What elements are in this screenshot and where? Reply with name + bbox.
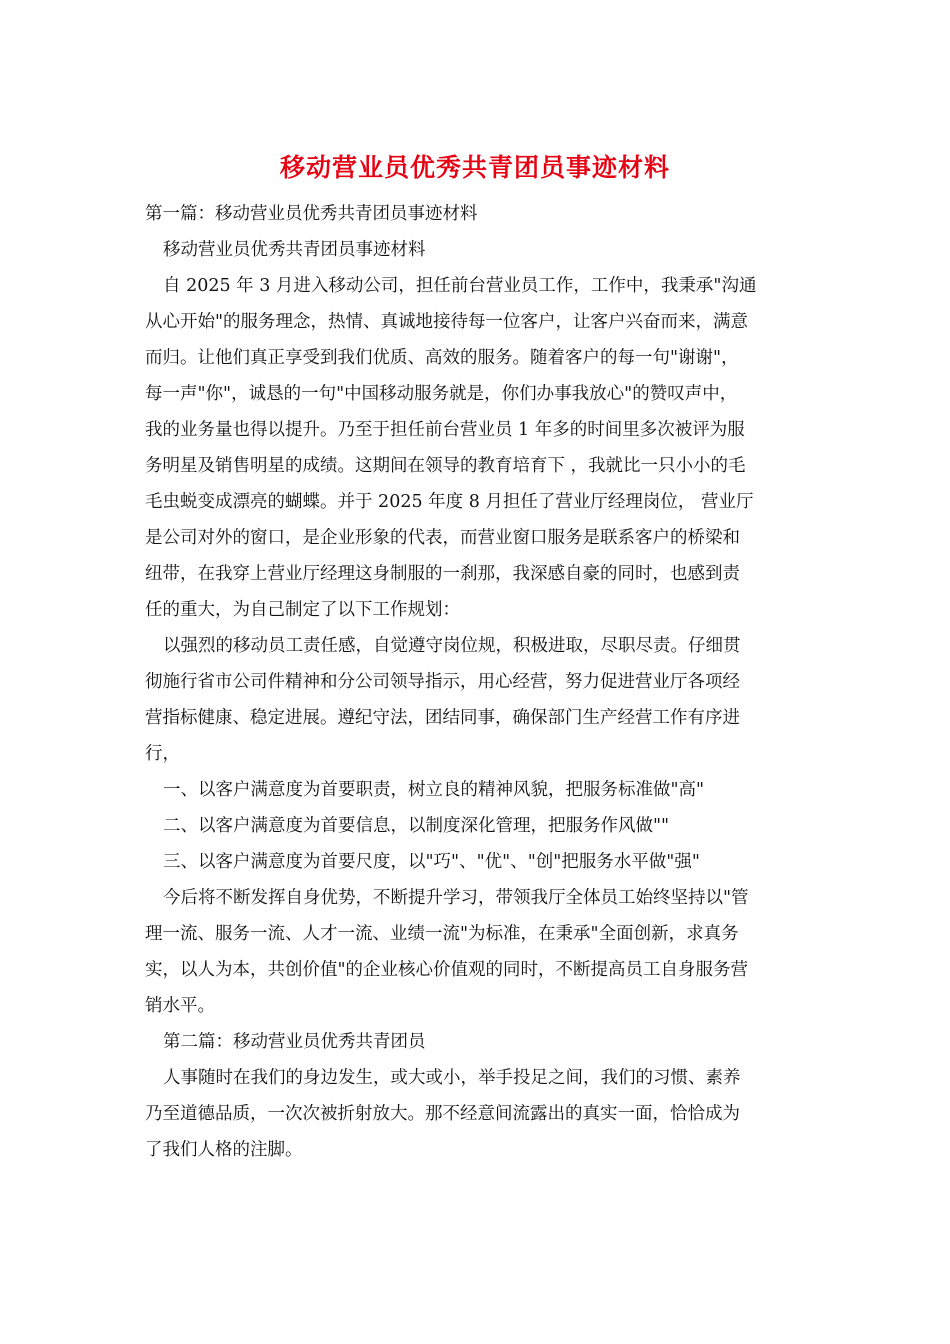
paragraph-line: 了我们人格的注脚。 [145, 1140, 303, 1160]
paragraph-line: 以强烈的移动员工责任感，自觉遵守岗位规，积极进取，尽职尽责。仔细贯 [163, 636, 741, 656]
paragraph-line: 从心开始"的服务理念，热情、真诚地接待每一位客户，让客户兴奋而来，满意 [145, 312, 749, 332]
list-item: 二、以客户满意度为首要信息，以制度深化管理，把服务作风做"" [163, 816, 670, 836]
paragraph-line: 乃至道德品质，一次次被折射放大。那不经意间流露出的真实一面，恰恰成为 [145, 1104, 740, 1124]
paragraph-line: 理一流、服务一流、人才一流、业绩一流"为标准，在秉承"全面创新，求真务 [145, 924, 739, 944]
paragraph-line: 人事随时在我们的身边发生，或大或小，举手投足之间，我们的习惯、素养 [163, 1068, 741, 1088]
paragraph-line: 营指标健康、稳定进展。遵纪守法，团结同事，确保部门生产经营工作有序进 [145, 708, 740, 728]
paragraph-line: 实，以人为本，共创价值"的企业核心价值观的同时，不断提高员工自身服务营 [145, 960, 749, 980]
paragraph-line: 彻施行省市公司件精神和分公司领导指示，用心经营，努力促进营业厅各项经 [145, 672, 740, 692]
subtitle-line: 移动营业员优秀共青团员事迹材料 [163, 240, 426, 260]
paragraph-line: 销水平。 [145, 996, 215, 1016]
section-heading: 第一篇：移动营业员优秀共青团员事迹材料 [145, 204, 478, 224]
list-item: 一、以客户满意度为首要职责，树立良的精神风貌，把服务标准做"高" [163, 780, 705, 800]
paragraph-line: 纽带，在我穿上营业厅经理这身制服的一刹那，我深感自豪的同时，也感到责 [145, 564, 740, 584]
paragraph-line: 今后将不断发挥自身优势，不断提升学习，带领我厅全体员工始终坚持以"管 [163, 888, 749, 908]
document-body [145, 196, 805, 1168]
paragraph-line: 是公司对外的窗口，是企业形象的代表，而营业窗口服务是联系客户的桥梁和 [145, 528, 740, 548]
paragraph-line: 务明星及销售明星的成绩。这期间在领导的教育培育下 ，我就比一只小小的毛 [145, 456, 746, 476]
paragraph-line: 毛虫蜕变成漂亮的蝴蝶。并于 2025 年度 8 月担任了营业厅经理岗位， 营业厅 [145, 492, 754, 512]
paragraph-line: 任的重大，为自己制定了以下工作规划： [145, 600, 460, 620]
list-item: 三、以客户满意度为首要尺度，以"巧"、"优"、"创"把服务水平做"强" [163, 852, 700, 872]
section-heading: 第二篇：移动营业员优秀共青团员 [163, 1032, 426, 1052]
paragraph-line: 每一声"你"，诚恳的一句"中国移动服务就是，你们办事我放心"的赞叹声中， [145, 384, 738, 404]
document-title: 移动营业员优秀共青团员事迹材料 [279, 153, 670, 182]
paragraph-line: 我的业务量也得以提升。乃至于担任前台营业员 1 年多的时间里多次被评为服 [145, 420, 745, 440]
paragraph-line: 自 2025 年 3 月进入移动公司，担任前台营业员工作，工作中，我秉承"沟通 [163, 276, 757, 296]
paragraph-line: 行， [145, 744, 180, 764]
paragraph-line: 而归。让他们真正享受到我们优质、高效的服务。随着客户的每一句"谢谢"， [145, 348, 739, 368]
